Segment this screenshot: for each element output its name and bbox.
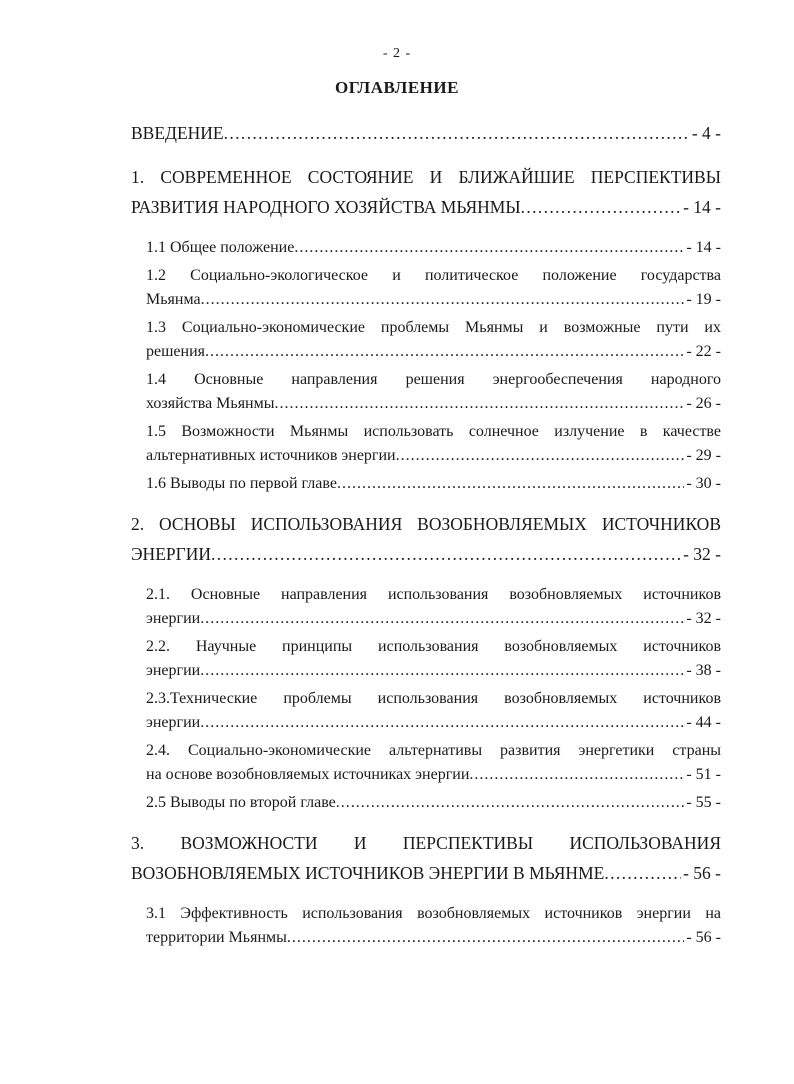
toc-entry-section-1-4[interactable] (131, 368, 721, 416)
toc-entry-label-line: 2.1. Основные направления использования возобновляемых источников (146, 586, 721, 603)
toc-page-number: - 51 - (686, 766, 721, 783)
dot-leader (275, 392, 685, 416)
toc-page-number: - 30 - (686, 475, 721, 492)
toc-page-number: - 44 - (686, 714, 721, 731)
dot-leader (211, 539, 681, 569)
toc-entry-label-line: 2.4. Социально-экономические альтернативы развития энергетики страны (146, 742, 721, 759)
toc-page-number: - 56 - (686, 929, 721, 946)
toc-entry-label: ВВЕДЕНИЕ (131, 123, 224, 143)
dot-leader (521, 192, 681, 222)
toc-entry-section-1-1[interactable] (131, 236, 721, 260)
dot-leader (200, 659, 684, 683)
toc-entry-label-line: 1.4 Основные направления решения энергообеспечения народного (146, 371, 721, 388)
toc-entry-label: на основе возобновляемых источниках энергии (146, 766, 470, 783)
toc-entry-chapter-2[interactable] (131, 509, 721, 569)
toc-entry-label-line: 1.5 Возможности Мьянмы использовать солнечное излучение в качестве (146, 423, 721, 440)
toc-page-number: - 26 - (686, 395, 721, 412)
toc-page-number: - 14 - (683, 197, 721, 217)
toc-page-number: - 38 - (686, 662, 721, 679)
toc-page-number: - 29 - (686, 447, 721, 464)
toc-entry-section-2-1[interactable] (131, 583, 721, 631)
toc-entry-label-line: 2.2. Научные принципы использования возобновляемых источников (146, 638, 721, 655)
toc-page-number: - 32 - (683, 544, 721, 564)
toc-entry-section-2-2[interactable] (131, 635, 721, 683)
page-number: - 2 - (382, 46, 412, 61)
toc-entry-label: энергии (146, 714, 201, 731)
dot-leader (287, 926, 684, 950)
toc-entry-label-line: 2. ОСНОВЫ ИСПОЛЬЗОВАНИЯ ВОЗОБНОВЛЯЕМЫХ ИСТОЧНИКОВ (131, 514, 721, 534)
toc-entry-label: энергии (146, 662, 201, 679)
toc-page-number: - 4 - (691, 123, 721, 143)
dot-leader (224, 118, 690, 148)
toc-entry-label-line: 1. СОВРЕМЕННОЕ СОСТОЯНИЕ И БЛИЖАЙШИЕ ПЕРСПЕКТИВЫ (131, 167, 721, 187)
toc-page-number: - 56 - (683, 863, 721, 883)
toc-entry-label: ЭНЕРГИИ (131, 544, 212, 564)
toc-entry-label: территории Мьянмы (146, 929, 287, 946)
toc-entry-label-line: 2.3.Технические проблемы использования возобновляемых источников (146, 690, 721, 707)
toc-entry-label-line: 3. ВОЗМОЖНОСТИ И ПЕРСПЕКТИВЫ ИСПОЛЬЗОВАНИЯ (131, 833, 721, 853)
toc-entry-label: хозяйства Мьянмы (146, 395, 275, 412)
toc-entry-section-2-3[interactable] (131, 687, 721, 735)
toc-entry-chapter-1[interactable] (131, 162, 721, 222)
dot-leader (469, 763, 684, 787)
toc-entry-introduction[interactable] (131, 118, 721, 148)
toc-entry-label-line: 1.3 Социально-экономические проблемы Мьянмы и возможные пути их (146, 319, 721, 336)
dot-leader (336, 791, 685, 815)
toc-page-number: - 19 - (686, 291, 721, 308)
dot-leader (396, 444, 685, 468)
toc-page-number: - 14 - (686, 239, 721, 256)
toc-entry-label: 2.5 Выводы по второй главе (146, 794, 336, 811)
toc-entry-label-line: 1.2 Социально-экологическое и политическое положение государства (146, 267, 721, 284)
toc-page-number: - 55 - (686, 794, 721, 811)
dot-leader (205, 340, 684, 364)
dot-leader (337, 472, 684, 496)
toc-entry-section-2-5[interactable] (131, 791, 721, 815)
toc-page-number: - 22 - (686, 343, 721, 360)
toc-entry-label: ВОЗОБНОВЛЯЕМЫХ ИСТОЧНИКОВ ЭНЕРГИИ В МЬЯНМЕ (131, 863, 605, 883)
toc-entry-label: 1.1 Общее положение (146, 239, 295, 256)
dot-leader (200, 607, 684, 631)
toc-entry-section-1-3[interactable] (131, 316, 721, 364)
toc-entry-label: альтернативных источников энергии (146, 447, 396, 464)
toc-entry-label-line: 3.1 Эффективность использования возобновляемых источников энергии на (146, 905, 721, 922)
toc-entry-section-1-5[interactable] (131, 420, 721, 468)
toc-entry-section-2-4[interactable] (131, 739, 721, 787)
toc-entry-section-1-6[interactable] (131, 472, 721, 496)
toc-entry-section-3-1[interactable] (131, 902, 721, 950)
toc-entry-label: Мьянма (146, 291, 201, 308)
dot-leader (201, 288, 685, 312)
toc-entry-label: решения (146, 343, 206, 360)
toc-entry-chapter-3[interactable] (131, 828, 721, 888)
toc-page-number: - 32 - (686, 610, 721, 627)
table-of-contents (131, 118, 721, 954)
toc-entry-label: РАЗВИТИЯ НАРОДНОГО ХОЗЯЙСТВА МЬЯНМЫ (131, 197, 521, 217)
dot-leader (294, 236, 684, 260)
toc-entry-label: энергии (146, 610, 201, 627)
toc-entry-label: 1.6 Выводы по первой главе (146, 475, 337, 492)
page-title: ОГЛАВЛЕНИЕ (335, 78, 459, 97)
dot-leader (200, 711, 684, 735)
toc-entry-section-1-2[interactable] (131, 264, 721, 312)
dot-leader (604, 858, 681, 888)
